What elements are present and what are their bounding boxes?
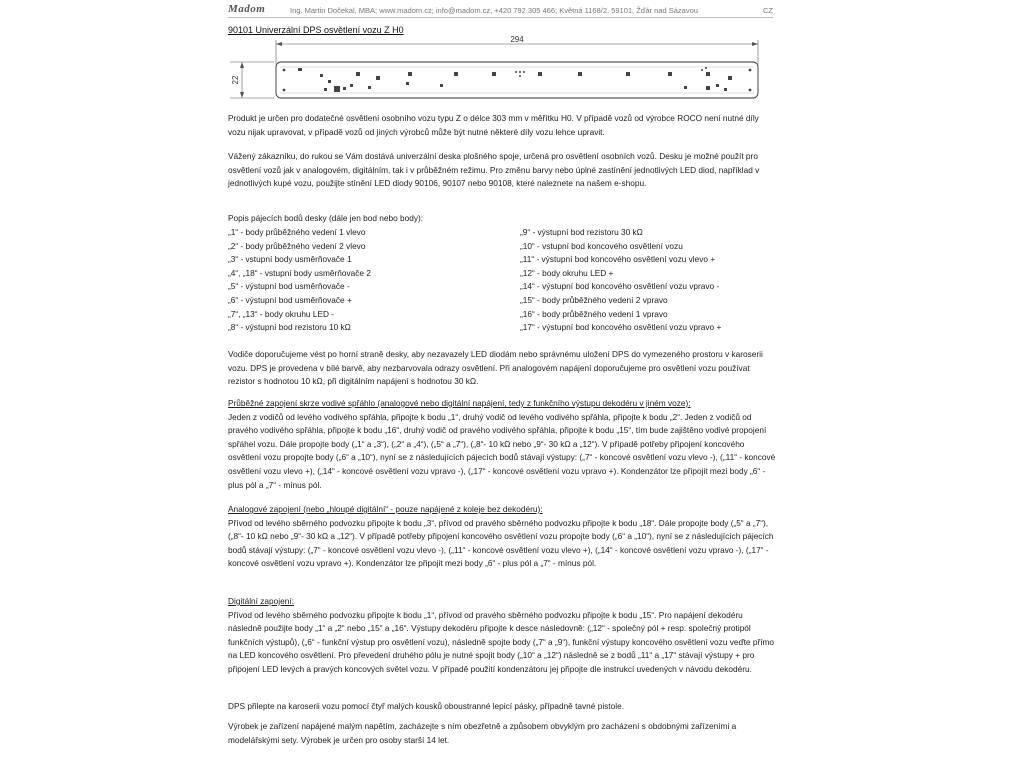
section-analog <box>228 503 776 571</box>
section-digital-heading: Digitální zapojení: <box>228 596 294 606</box>
point-item: „14“ - výstupní bod koncového osvětlení vozu vpravo - <box>520 281 720 292</box>
point-item: „17“ - výstupní bod koncového osvětlení vozu vpravo + <box>520 322 722 333</box>
pcb-outline <box>276 62 758 98</box>
section-digital <box>228 595 776 677</box>
point-item: „15“ - body průběžného vedení 2 vpravo <box>520 294 668 305</box>
pcb-drawing <box>228 34 768 104</box>
section-passthrough-heading: Průběžné zapojení skrze vodivé spřáhlo (analogové nebo digitální napájení, tedy z funkčního výstupu dekodéru v jiném voze): <box>228 398 691 408</box>
document-title: 90101 Univerzální DPS osvětlení vozu Z H0 <box>228 25 404 35</box>
section-passthrough <box>228 397 776 492</box>
point-item: „7“, „13“ - body okruhu LED - <box>228 308 335 319</box>
points-right-column <box>520 226 721 335</box>
height-dimension-label: 22 <box>231 75 240 85</box>
point-item: „8“ - výstupní bod rezistoru 10 kΩ <box>228 322 351 333</box>
page-header <box>228 2 773 18</box>
safety-paragraph <box>228 720 776 747</box>
point-item: „5“ - výstupní bod usměrňovače - <box>228 281 350 292</box>
header-divider <box>228 17 773 18</box>
point-item: „2“ - body průběžného vedení 2 vlevo <box>228 240 366 251</box>
points-heading <box>228 212 776 226</box>
point-item: „4“, „18“ - vstupní body usměrňovače 2 <box>228 267 371 278</box>
section-analog-text: Přívod od levého sběrného podvozku připojte k bodu „3“, přívod od pravého sběrného podvozku připojte k bodu „18“. Dále propojte body („5“ a „7“), („8“- 10 kΩ nebo „9“- 30 kΩ a „12“). V případě potřeby připojení koncového osvětlení vozu propojte body („6“ a „10“), nyní se z následujících pájecích bodů stávají výstupy: („7“ - koncové osvětlení vozu vlevo -), („11“ - koncové osvětlení vozu vlevo +), („14“ - koncové osvětlení vozu vpravo -), („17“ - koncové osvětlení vozu vpravo +). Kondenzátor lze připojit mezi body „6“ - plus pól a „7“ - mínus pól. <box>228 517 774 569</box>
point-item: „6“ - výstupní bod usměrňovače + <box>228 294 352 305</box>
wiring-paragraph <box>228 348 776 389</box>
point-item: „12“ - body okruhu LED + <box>520 267 614 278</box>
paragraph-mounting: DPS přilepte na karoserii vozu pomocí čtyř malých kousků oboustranné lepicí pásky, případně tavné pistole. <box>228 701 624 711</box>
point-item: „10“ - vstupní bod koncového osvětlení vozu <box>520 240 683 251</box>
paragraph-customer: Vážený zákazníku, do rukou se Vám dostává univerzální deska plošného spoje, určená pro osvětlení osobních vozů. Desku je možné použít pro osvětlení vozů jak v analogovém, digitálním, tak i v průběžném režimu. Pro změnu barvy nebo úplné zastínění jednotlivých LED diod, například v jednotlivých kupé vozu, použijte stínění LED diody 90106, 90107 nebo 90108, které naleznete na našem e-shopu. <box>228 151 760 189</box>
header-language: CZ <box>763 6 773 15</box>
points-left-column <box>228 226 371 335</box>
paragraph-product: Produkt je určen pro dodatečné osvětlení osobního vozu typu Z o délce 303 mm v měřítku H0. V případě vozů od výrobce ROCO není nutné díly vozu nijak upravovat, v případě vozů od jiných výrobců může být nutné některé díly vozu lehce upravit. <box>228 113 759 137</box>
point-item: „11“ - výstupní bod koncového osvětlení vozu vlevo + <box>520 254 716 265</box>
mounting-paragraph <box>228 700 776 714</box>
paragraph-wiring: Vodiče doporučujeme vést po horní straně desky, aby nezavazely LED diodám nebo správnému uložení DPS do vymezeného prostoru v karoserii vozu. DPS je provedena v bílé barvě, aby nezbarvovala odrazy osvětlení. Při analogovém napájení doporučujeme pro osvětlení vozu používat rezistor s hodnotou 10 kΩ, při digitálním napájení s hodnotou 30 kΩ. <box>228 349 763 387</box>
section-analog-heading: Analogové zapojení (nebo „hloupé digitální“ - pouze napájené z koleje bez dekodéru): <box>228 504 543 514</box>
section-digital-text: Přívod od levého sběrného podvozku připojte k bodu „1“, přívod od pravého sběrného podvozku připojte k bodu „15“. Pro napájení dekodéru následně použijte body „1“ a „2“ nebo „15“ a „16“. Výstupy dekodéru připojte k desce následovně: („12“ - společný pól + resp. společný protipól funkčních výstupů), („6“ - funkční výstup pro osvětlení vozu), následně spojte body („7“ a „9“), funkční výstupy koncového osvětlení vozu veďte přímo na LED koncového osvětlení. Pro převedení druhého pólu je nutné spojit body („10“ a „12“) následně se z bodů „11“ a „17“ stávají výstupy + pro připojení LED levých a pravých koncových světel vozu. V případě použití kondenzátoru jej připojte dle instrukcí uvedených v návodu dekodéru. <box>228 609 775 674</box>
point-item: „3“ - vstupní body usměrňovače 1 <box>228 254 352 265</box>
header-contact-info: Ing. Martin Dočekal, MBA; www.madom.cz; info@madom.cz, +420 792 305 466; Květná 1168/2, 59101, Žďár nad Sázavou <box>290 6 698 15</box>
section-passthrough-text: Jeden z vodičů od levého vodivého spřáhla, připojte k bodu „1“, druhý vodič od levého vodivého spřáhla, připojte k bodu „2“. Jeden z vodičů od pravého vodivého spřáhla, připojte k bodu „16“, druhý vodič od pravého vodivého spřáhla, připojte k bodu „15“, tím bude zajištěno vodivé propojení spřáhel vozu. Dále propojte body („1“ a „3“), („2“ a „4“), („5“ a „7“), („8“- 10 kΩ nebo „9“- 30 kΩ a „12“). V případě potřeby připojení koncového osvětlení vozu propojte body („6“ a „10“), nyní se z následujících pájecích bodů stávají výstupy: („7“ - koncové osvětlení vozu vlevo -), („11“ - koncové osvětlení vozu vlevo +), („14“ - koncové osvětlení vozu vpravo -), („17“ - koncové osvětlení vozu vpravo +). Kondenzátor lze připojit mezi body „6“ - plus pól a „7“ - mínus pól. <box>228 411 776 490</box>
intro-paragraph <box>228 112 776 139</box>
point-item: „9“ - výstupní bod rezistoru 30 kΩ <box>520 227 643 237</box>
customer-paragraph <box>228 150 776 191</box>
point-item: „1“ - body průběžného vedení 1 vlevo <box>228 227 366 237</box>
points-heading-text: Popis pájecích bodů desky (dále jen bod nebo body): <box>228 213 424 223</box>
paragraph-safety: Výrobek je zařízení napájené malým napětím, zacházejte s ním obezřetně a způsobem obvyklým pro zacházení s obdobnými zařízeními a modelářskými sety. Výrobek je určen pro osoby starší 14 let. <box>228 721 737 745</box>
width-dimension-label: 294 <box>510 35 524 44</box>
madom-logo: Madom <box>228 3 266 15</box>
point-item: „16“ - body průběžného vedení 1 vpravo <box>520 308 668 319</box>
